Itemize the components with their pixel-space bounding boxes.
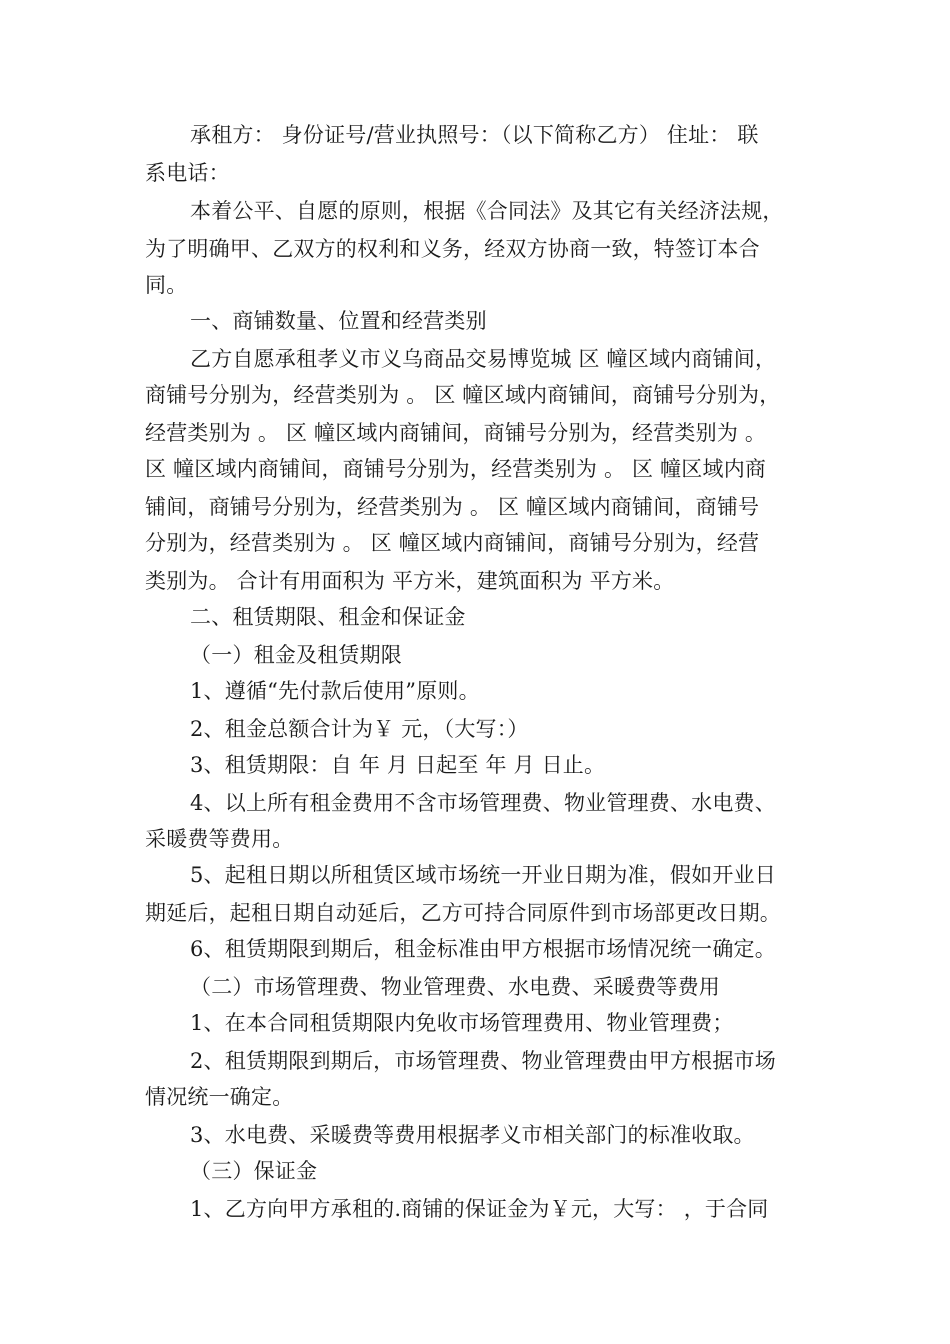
document-page: 承租方： 身份证号/营业执照号：（以下简称乙方） 住址： 联 系电话： 本着公平、自愿的原则，根据《合同法》及其它有关经济法规， 为了明确甲、乙双方的权利和义务，经双方协商一致，特签订本合 同。 一、商铺数量、位置和经营类别 乙方自愿承租孝义市义乌商品交易博览城 区 幢区域内商铺间， 商铺号分别为，经营类别为 。 区 幢区域内商铺间，商铺号分别为， 经营类别为 。 区 幢区域内商铺间，商铺号分别为，经营类别为 。 区 幢区域内商铺间，商铺号分别为，经营类别为 。 区 幢区域内商 铺间，商铺号分别为，经营类别为 。 区 幢区域内商铺间，商铺号 分别为，经营类别为 。 区 幢区域内商铺间，商铺号分别为，经营 类别为。 合计有用面积为 平方米，建筑面积为 平方米。 二、租赁期限、租金和保证金 （一）租金及租赁期限 1、遵循“先付款后使用”原则。 2、租金总额合计为￥ 元，（大写：） 3、租赁期限：自 年 月 日起至 年 月 日止。 4、以上所有租金费用不含市场管理费、物业管理费、水电费、 采暖费等费用。 5、起租日期以所租赁区域市场统一开业日期为准，假如开业日 期延后，起租日期自动延后，乙方可持合同原件到市场部更改日期。 6、租赁期限到期后，租金标准由甲方根据市场情况统一确定。 （二）市场管理费、物业管理费、水电费、采暖费等费用 1、在本合同租赁期限内免收市场管理费用、物业管理费； 2、租赁期限到期后，市场管理费、物业管理费由甲方根据市场 情况统一确定。 3、水电费、采暖费等费用根据孝义市相关部门的标准收取。 （三）保证金 1、乙方向甲方承租的.商铺的保证金为￥元，大写： ，于合同 — [0, 0, 950, 1344]
